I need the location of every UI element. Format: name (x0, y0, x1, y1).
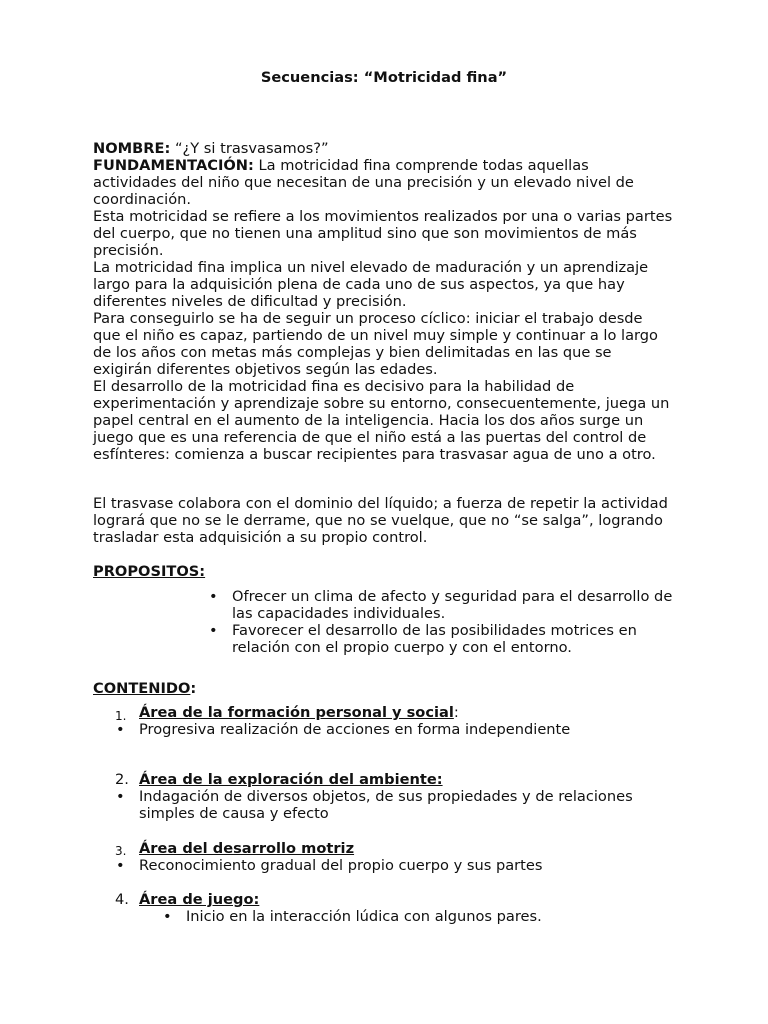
proposito-item: • Ofrecer un clima de afecto y seguridad para el desarrollo de las capacidades individuales. (186, 588, 686, 622)
contenido-heading (93, 680, 673, 697)
area-item: • Indagación de diversos objetos, de sus propiedades y de relaciones simples de causa y efecto (93, 788, 673, 822)
area-item: • Inicio en la interacción lúdica con algunos pares. (140, 908, 720, 925)
area-number: 4. (115, 891, 129, 908)
area-items (93, 857, 673, 874)
propositos-label: PROPOSITOS: (93, 563, 206, 580)
area-number: 3. (115, 844, 127, 858)
fundamentacion-closing: El trasvase colabora con el dominio del líquido; a fuerza de repetir la actividad logrará que no se le derrame, que no se vuelque, que no “se salga”, logrando trasladar esta adquisición a su propio control. (93, 495, 668, 546)
fundamentacion-lead (93, 157, 673, 208)
area-title: Área del desarrollo motriz (139, 840, 355, 857)
area-title: Área de la formación personal y social: (139, 704, 459, 721)
area-items (93, 788, 673, 822)
area-title: Área de juego: (139, 891, 260, 908)
fundamentacion-paragraph: El desarrollo de la motricidad fina es decisivo para la habilidad de experimentación y aprendizaje sobre su entorno, consecuentemente, juega un papel central en el aumento de la inteligencia. Hacia los dos años surge un juego que es una referencia de que el niño está a las puertas del control de esfínteres: comienza a buscar recipientes para trasvasar agua de uno a otro. (93, 378, 670, 463)
fundamentacion-paragraph: Esta motricidad se refiere a los movimientos realizados por una o varias partes del cuerpo, que no tienen una amplitud sino que son movimientos de más precisión. (93, 208, 673, 259)
propositos-list (186, 588, 686, 656)
area-item: • Progresiva realización de acciones en forma independiente (93, 721, 673, 738)
nombre-value: “¿Y si trasvasamos?” (170, 140, 329, 157)
area-items (140, 908, 720, 925)
proposito-item: • Favorecer el desarrollo de las posibilidades motrices en relación con el propio cuerpo y con el entorno. (186, 622, 686, 656)
fundamentacion-label: FUNDAMENTACIÓN: (93, 157, 254, 174)
fundamentacion-section (93, 140, 673, 463)
area-title: Área de la exploración del ambiente: (139, 771, 443, 788)
area-number: 2. (115, 771, 129, 788)
area-item: • Reconocimiento gradual del propio cuerpo y sus partes (93, 857, 673, 874)
contenido-colon: : (190, 680, 197, 697)
area-items (93, 721, 673, 738)
nombre-label: NOMBRE: (93, 140, 171, 157)
document-title: Secuencias: “Motricidad fina” (260, 69, 508, 86)
contenido-label: CONTENIDO (93, 680, 191, 697)
fundamentacion-lead-text: La motricidad fina comprende todas aquellas actividades del niño que necesitan de una precisión y un elevado nivel de coordinación. (93, 157, 634, 208)
propositos-heading (93, 563, 673, 580)
nombre-line (93, 140, 673, 157)
fundamentacion-paragraph: Para conseguirlo se ha de seguir un proceso cíclico: iniciar el trabajo desde que el niño es capaz, partiendo de un nivel muy simple y continuar a lo largo de los años con metas más complejas y bien delimitadas en las que se exigirán diferentes objetivos según las edades. (93, 310, 658, 378)
fundamentacion-paragraph: La motricidad fina implica un nivel elevado de maduración y un aprendizaje largo para la adquisición plena de cada uno de sus aspectos, ya que hay diferentes niveles de dificultad y precisión. (93, 259, 649, 310)
area-number: 1. (115, 709, 127, 723)
